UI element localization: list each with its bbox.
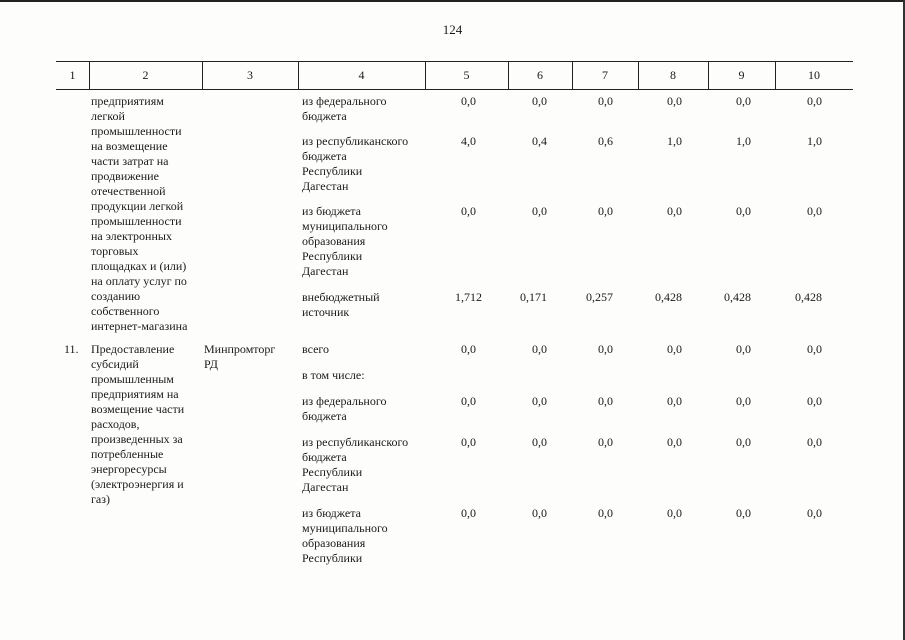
value-cell: 0,0 — [667, 506, 682, 520]
funding-source-label: из бюджета муниципального образования Республики Дагестан — [302, 204, 388, 278]
funding-source-label: из республиканского бюджета Республики Дагестан — [302, 435, 409, 494]
value-cell: 0,0 — [598, 435, 613, 449]
value-cell: 0,0 — [598, 506, 613, 520]
funding-source-label: из федерального бюджета — [302, 394, 387, 423]
value-cell: 0,0 — [598, 204, 613, 218]
value-cell: 0,4 — [532, 134, 547, 148]
value-cell: 0,0 — [532, 435, 547, 449]
value-cell: 1,0 — [667, 134, 682, 148]
value-cell: 0,0 — [461, 506, 476, 520]
funding-source-label: внебюджетный источник — [302, 290, 380, 319]
value-cell: 0,0 — [461, 204, 476, 218]
funding-source-label: в том числе: — [302, 368, 365, 382]
funding-source-label: из федерального бюджета — [302, 94, 387, 123]
funding-source-label: всего — [302, 342, 330, 356]
value-cell: 0,0 — [667, 394, 682, 408]
value-cell: 0,0 — [807, 506, 822, 520]
value-cell: 0,0 — [807, 394, 822, 408]
value-cell: 0,257 — [586, 290, 613, 304]
header-bottom-rule — [56, 89, 853, 90]
value-cell: 0,0 — [667, 94, 682, 108]
value-cell: 0,0 — [667, 435, 682, 449]
value-cell: 0,0 — [807, 204, 822, 218]
value-cell: 0,6 — [598, 134, 613, 148]
funding-source-label: из республиканского бюджета Республики Дагестан — [302, 134, 409, 193]
funding-source-label: из бюджета муниципального образования Республики — [302, 506, 388, 565]
value-cell: 0,0 — [461, 94, 476, 108]
value-cell: 0,0 — [736, 204, 751, 218]
value-cell: 0,428 — [724, 290, 751, 304]
value-cell: 0,171 — [520, 290, 547, 304]
value-cell: 0,0 — [598, 342, 613, 356]
value-cell: 0,0 — [461, 435, 476, 449]
value-cell: 0,0 — [532, 342, 547, 356]
value-cell: 1,0 — [807, 134, 822, 148]
value-cell: 0,0 — [736, 435, 751, 449]
value-cell: 0,0 — [736, 506, 751, 520]
column-header: 9 — [738, 68, 745, 82]
value-cell: 0,0 — [667, 204, 682, 218]
row-number: 11. — [64, 342, 79, 356]
column-header: 5 — [463, 68, 470, 82]
value-cell: 0,0 — [667, 342, 682, 356]
column-header: 7 — [602, 68, 608, 82]
value-cell: 0,0 — [807, 342, 822, 356]
value-cell: 0,0 — [532, 394, 547, 408]
column-header: 6 — [537, 68, 543, 82]
column-header: 1 — [69, 68, 76, 82]
value-cell: 0,0 — [736, 342, 751, 356]
value-cell: 0,0 — [736, 394, 751, 408]
value-cell: 0,0 — [532, 94, 547, 108]
value-cell: 1,0 — [736, 134, 751, 148]
responsible-executor: Минпромторг РД — [204, 342, 276, 371]
column-header: 4 — [358, 68, 365, 82]
value-cell: 0,0 — [807, 435, 822, 449]
column-header: 10 — [808, 68, 820, 82]
column-header: 8 — [670, 68, 676, 82]
value-cell: 0,0 — [532, 506, 547, 520]
value-cell: 0,428 — [795, 290, 822, 304]
value-cell: 1,712 — [455, 290, 482, 304]
column-header: 2 — [142, 68, 149, 82]
value-cell: 0,0 — [598, 94, 613, 108]
value-cell: 0,428 — [655, 290, 682, 304]
column-header: 3 — [247, 68, 253, 82]
measure-description: предприятиям легкой промышленности на возмещение части затрат на продвижение отечественной продукции легкой промышленности на электронных торговых площадках и (или) на оплату услуг по созданию собственного интернет-магазина — [91, 94, 188, 333]
value-cell: 0,0 — [736, 94, 751, 108]
value-cell: 0,0 — [461, 394, 476, 408]
scan-edge-top — [0, 0, 905, 2]
value-cell: 0,0 — [461, 342, 476, 356]
value-cell: 4,0 — [461, 134, 476, 148]
value-cell: 0,0 — [532, 204, 547, 218]
measure-description: Предоставление субсидий промышленным предприятиям на возмещение части расходов, произведенных за потребленные энергоресурсы (электроэнергия и газ) — [91, 342, 185, 506]
page-number: 124 — [442, 22, 463, 37]
value-cell: 0,0 — [598, 394, 613, 408]
value-cell: 0,0 — [807, 94, 822, 108]
